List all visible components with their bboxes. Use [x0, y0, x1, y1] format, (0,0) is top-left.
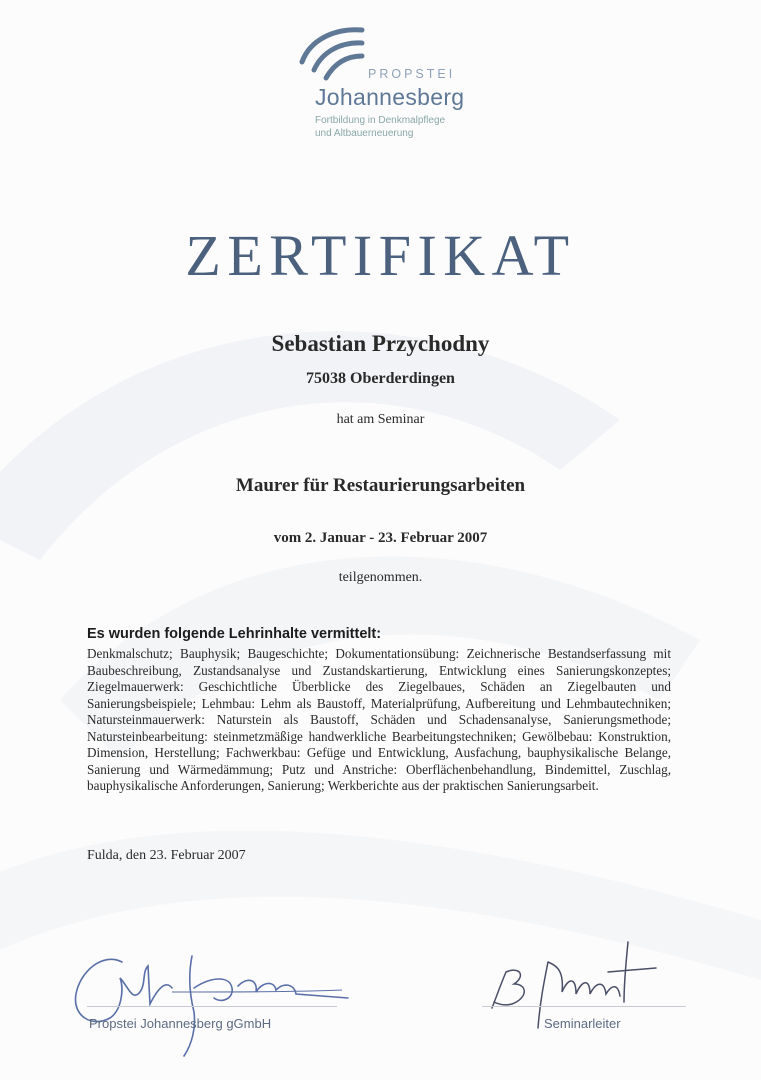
intro-text: hat am Seminar — [336, 412, 425, 427]
signature-left — [62, 932, 362, 1062]
logo-propstei: PROPSTEI — [368, 67, 456, 81]
logo-arcs-icon — [296, 26, 366, 86]
recipient-city: 75038 Oberderdingen — [306, 370, 455, 387]
contents-heading: Es wurden folgende Lehrinhalte vermittelt: — [87, 626, 382, 642]
logo-name: Johannesberg — [315, 84, 465, 110]
certificate-title: ZERTIFIKAT — [185, 223, 576, 288]
recipient-name: Sebastian Przychodny — [271, 331, 490, 356]
logo-subtitle-line2: und Altbauerneuerung — [315, 128, 414, 139]
course-title: Maurer für Restaurierungsarbeiten — [235, 475, 526, 496]
course-dates: vom 2. Januar - 23. Februar 2007 — [273, 530, 488, 546]
logo-subtitle — [315, 114, 445, 140]
signature-left-label: Propstei Johannesberg gGmbH — [89, 1016, 272, 1031]
signature-right-label: Seminarleiter — [544, 1016, 621, 1031]
participated-text: teilgenommen. — [338, 570, 423, 585]
logo-subtitle-line1: Fortbildung in Denkmalpflege — [315, 115, 446, 126]
contents-text: Denkmalschutz; Bauphysik; Baugeschichte; Dokumentationsübung: Zeichnerische Bestandserfassung mit Baubeschreibung, Zustandsanalyse und Zustandskartierung, Entwicklung eines Sanierungskonzeptes; Ziegelmauerwerk: Geschichtliche Überblicke des Ziegelbaues, Schäden an Ziegelbauten und Sanierungsbeispiele; Lehmbau: Lehm als Baustoff, Materialprüfung, Aufbereitung und Lehmbautechniken; Natursteinmauerwerk: Naturstein als Baustoff, Schäden und Schadensanalyse, Sanierungsmethode; Natursteinbearbeitung: steinmetzmäßige handwerkliche Bearbeitungstechniken; Gewölbebau: Konstruktion, Dimension, Herstellung; Fachwerkbau: Gefüge und Entwicklung, Ausfachung, bauphysikalische Belange, Sanierung und Wärmedämmung; Putz und Anstriche: Oberflächenbehandlung, Bindemittel, Zuschlag, bauphysikalische Anforderungen, Sanierung; Werkberichte aus der praktischen Sanierungsarbeit. — [87, 646, 671, 793]
signature-line-right — [482, 1006, 686, 1007]
signature-line-left — [87, 1006, 337, 1007]
place-date: Fulda, den 23. Februar 2007 — [87, 848, 246, 863]
